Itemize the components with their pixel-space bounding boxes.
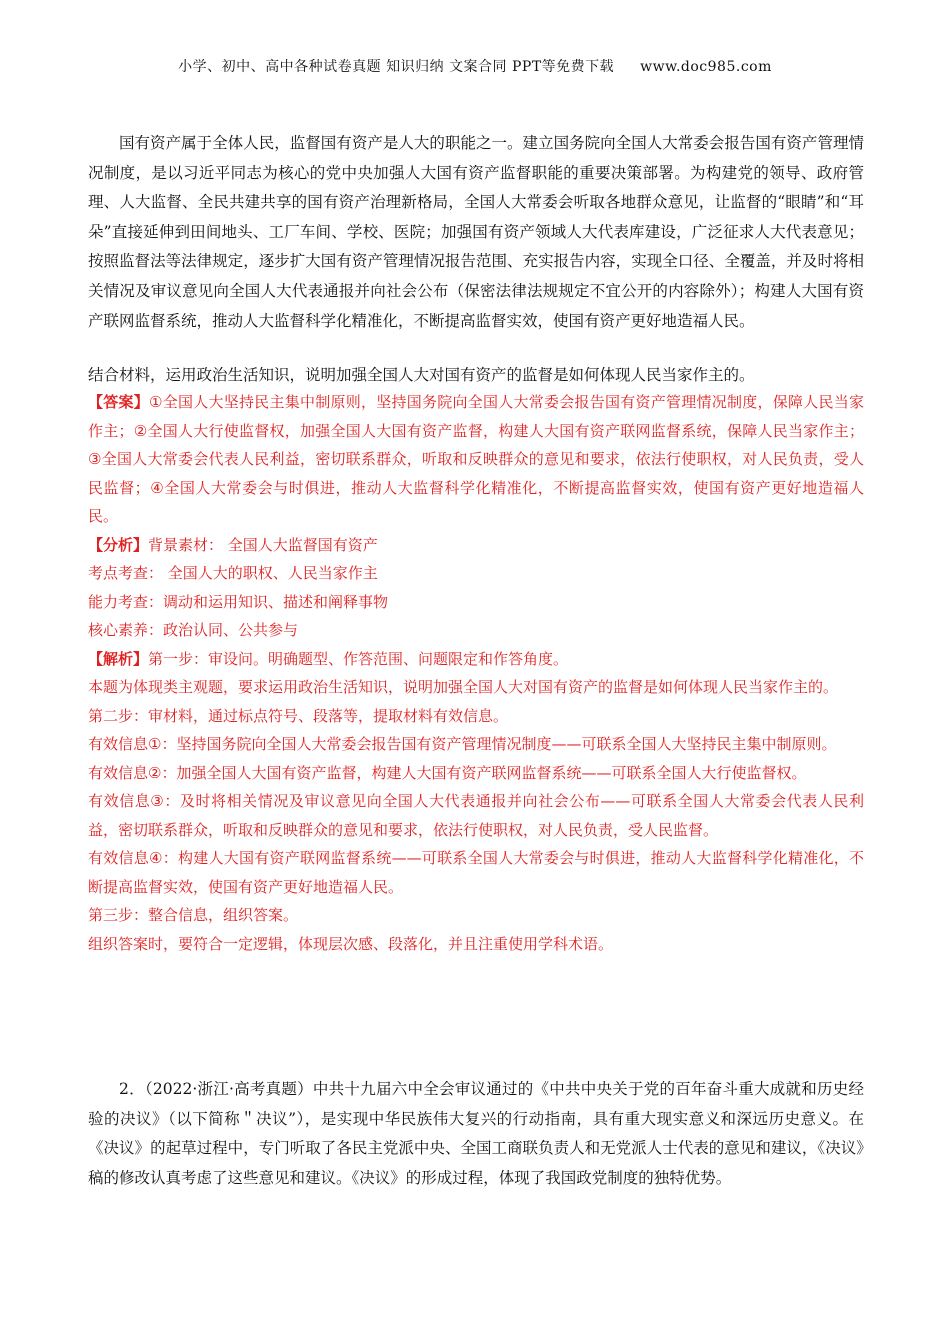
explanation-step2: 第二步：审材料，通过标点符号、段落等，提取材料有效信息。 bbox=[88, 706, 509, 725]
analysis-points: 考点考查： 全国人大的职权、人民当家作主 bbox=[88, 564, 378, 582]
page-header bbox=[0, 56, 950, 76]
explanation-tag: 【解析】 bbox=[88, 649, 149, 668]
explanation-step1-text: 第一步：审设问。明确题型、作答范围、问题限定和作答角度。 bbox=[148, 649, 569, 668]
question-text: 结合材料，运用政治生活知识，说明加强全国人大对国有资产的监督是如何体现人民当家作主的。 bbox=[88, 366, 755, 384]
explanation-step1-detail: 本题为体现类主观题，要求运用政治生活知识，说明加强全国人大对国有资产的监督是如何体现人民当家作主的。 bbox=[88, 678, 839, 696]
answer-text: ①全国人大坚持民主集中制原则，坚持国务院向全国人大常委会报告国有资产管理情况制度，保障人民当家作主；②全国人大行使监督权，加强全国人大国有资产监督，构建人大国有资产联网监督系统，保障人民当家作主；③全国人大常委会代表人民利益，密切联系群众，听取和反映群众的意见和要求，依法行使职权，对人民负责，受人民监督；④全国人大常委会与时俱进，推动人大监督科学化精准化，不断提高监督实效，使国有资产更好地造福人民。 bbox=[88, 393, 864, 525]
question2-paragraph: 2．（2022·浙江·高考真题）中共十九届六中全会审议通过的《中共中央关于党的百年奋斗重大成就和历史经验的决议》（以下简称＂决议”），是实现中华民族伟大复兴的行动指南，具有重大现实意义和深远历史意义。在《决议》的起草过程中，专门听取了各民主党派中央、全国工商联负责人和无党派人士代表的意见和建议，《决议》稿的修改认真考虑了这些意见和建议。《决议》的形成过程，体现了我国政党制度的独特优势。 bbox=[88, 1080, 864, 1187]
header-text: 小学、初中、高中各种试卷真题 知识归纳 文案合同 PPT等免费下载 bbox=[178, 59, 615, 75]
material-paragraph: 国有资产属于全体人民，监督国有资产是人大的职能之一。建立国务院向全国人大常委会报告国有资产管理情况制度，是以习近平同志为核心的党中央加强人大国有资产监督职能的重要决策部署。为构建党的领导、政府管理、人大监督、全民共建共享的国有资产治理新格局，全国人大常委会听取各地群众意见，让监督的“眼睛”和“耳朵”直接延伸到田间地头、工厂车间、学校、医院；加强国有资产领域人大代表库建设，广泛征求人大代表意见；按照监督法等法律规定，逐步扩大国有资产管理情况报告范围、充实报告内容，实现全口径、全覆盖，并及时将相关情况及审议意见向全国人大代表通报并向社会公布（保密法律法规规定不宜公开的内容除外）；构建人大国有资产联网监督系统，推动人大监督科学化精准化，不断提高监督实效，使国有资产更好地造福人民。 bbox=[88, 134, 864, 330]
analysis-ability: 能力考查：调动和运用知识、描述和阐释事物 bbox=[88, 592, 389, 611]
explanation-step3-detail: 组织答案时，要符合一定逻辑，体现层次感、段落化，并且注重使用学科术语。 bbox=[88, 934, 614, 953]
answer-tag: 【答案】 bbox=[88, 393, 150, 411]
header-site: www.doc985.com bbox=[640, 59, 772, 75]
explanation-step1 bbox=[88, 645, 864, 674]
analysis-background-text: 背景素材： 全国人大监督国有资产 bbox=[148, 535, 378, 554]
analysis-tag: 【分析】 bbox=[88, 535, 149, 554]
explanation-info2: 有效信息②：加强全国人大国有资产监督，构建人大国有资产联网监督系统——可联系全国人大行使监督权。 bbox=[88, 763, 807, 782]
explanation-info1: 有效信息①：坚持国务院向全国人大常委会报告国有资产管理情况制度——可联系全国人大坚持民主集中制原则。 bbox=[88, 735, 837, 753]
answer-block bbox=[88, 388, 864, 958]
analysis-background bbox=[88, 531, 864, 560]
analysis-literacy: 核心素养：政治认同、公共参与 bbox=[88, 621, 299, 639]
explanation-step3: 第三步：整合信息，组织答案。 bbox=[88, 906, 299, 924]
explanation-info4: 有效信息④：构建人大国有资产联网监督系统——可联系全国人大常委会与时俱进，推动人大监督科学化精准化，不断提高监督实效，使国有资产更好地造福人民。 bbox=[88, 849, 864, 896]
answer-paragraph bbox=[88, 388, 864, 531]
explanation-info3: 有效信息③：及时将相关情况及审议意见向全国人大代表通报并向社会公布——可联系全国人大常委会代表人民利益，密切联系群众，听取和反映群众的意见和要求，依法行使职权，对人民负责，受人民监督。 bbox=[88, 792, 864, 839]
